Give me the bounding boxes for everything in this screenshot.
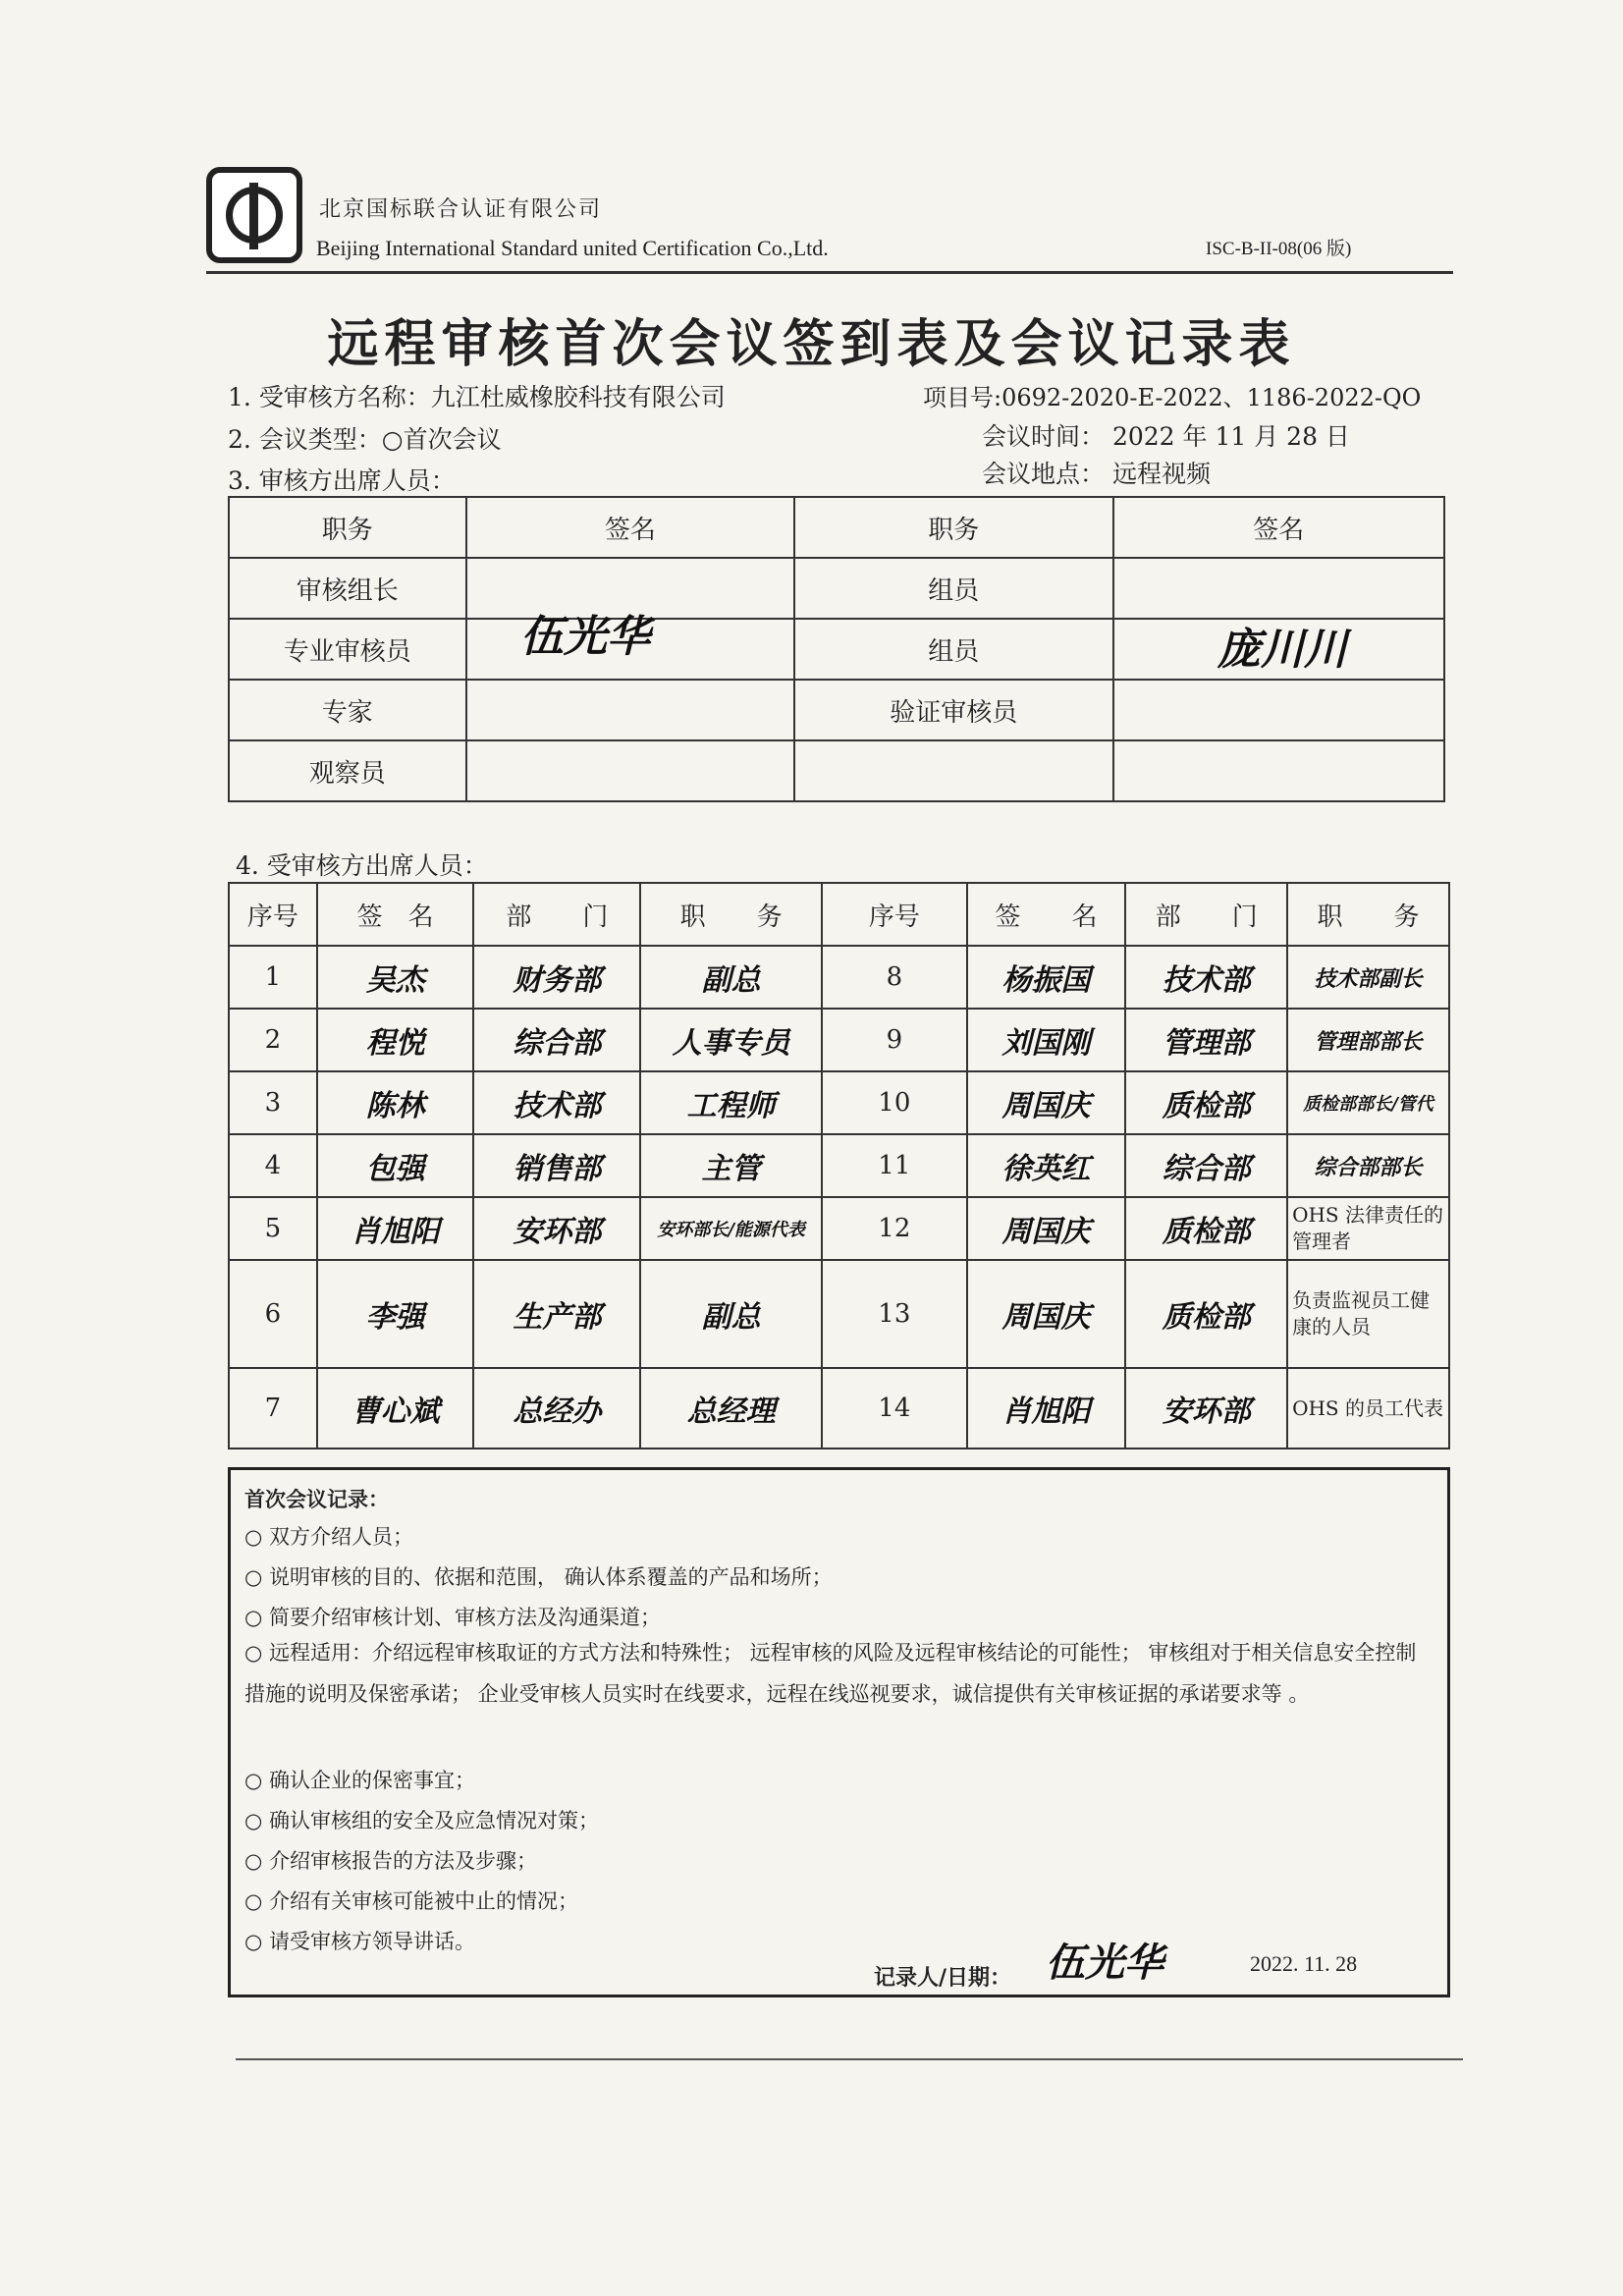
table-row bbox=[229, 1071, 1449, 1134]
seq-cell: 5 bbox=[229, 1197, 317, 1260]
meeting-type: 2. 会议类型：○首次会议 bbox=[228, 425, 502, 454]
header-cell: 职 务 bbox=[640, 883, 822, 946]
company-name-en: Beijing International Standard united Certification Co.,Ltd. bbox=[316, 236, 829, 260]
note-item: ○ 介绍审核报告的方法及步骤； bbox=[244, 1849, 537, 1873]
note-item: ○ 确认审核组的安全及应急情况对策； bbox=[244, 1809, 599, 1832]
seq-cell: 3 bbox=[229, 1071, 317, 1134]
seq-cell: 4 bbox=[229, 1134, 317, 1197]
header-cell: 签名 bbox=[466, 497, 794, 558]
header-cell: 签名 bbox=[1113, 497, 1444, 558]
meeting-place: 会议地点： 远程视频 bbox=[982, 460, 1211, 488]
name-cell: 李强 bbox=[317, 1260, 474, 1368]
header-cell: 职 务 bbox=[1287, 883, 1449, 946]
header-cell: 序号 bbox=[822, 883, 967, 946]
note-item: ○ 请受审核方领导讲话。 bbox=[244, 1930, 475, 1953]
title-cell: 人事专员 bbox=[640, 1009, 822, 1071]
seq-cell: 11 bbox=[822, 1134, 967, 1197]
title-cell: 负责监视员工健康的人员 bbox=[1287, 1260, 1449, 1368]
title-cell: 副总 bbox=[640, 946, 822, 1009]
project-number: 项目号:0692-2020-E-2022、1186-2022-QO bbox=[923, 384, 1422, 411]
note-item: ○ 远程适用：介绍远程审核取证的方式方法和特殊性； 远程审核的风险及远程审核结论的可能性； 审核组对于相关信息安全控制措施的说明及保密承诺； 企业受审核人员实时在线要求，远程在线巡视要求，诚信提供有关审核证据的承诺要求等 。 bbox=[244, 1641, 1417, 1706]
seq-cell: 2 bbox=[229, 1009, 317, 1071]
auditor-signature-right: 庞川川 bbox=[1217, 625, 1347, 675]
record-date: 2022. 11. 28 bbox=[1250, 1951, 1358, 1976]
seq-cell: 13 bbox=[822, 1260, 967, 1368]
company-logo bbox=[206, 167, 302, 263]
company-name-cn: 北京国标联合认证有限公司 bbox=[319, 197, 603, 222]
role-cell: 专家 bbox=[229, 680, 466, 740]
seq-cell: 14 bbox=[822, 1368, 967, 1449]
signature-cell bbox=[1113, 680, 1444, 740]
auditor-attendees-label: 3. 审核方出席人员： bbox=[228, 466, 456, 495]
table-row bbox=[229, 1009, 1449, 1071]
table-row bbox=[229, 740, 1444, 801]
name-cell: 肖旭阳 bbox=[317, 1197, 474, 1260]
title-cell: 管理部部长 bbox=[1287, 1009, 1449, 1071]
header-cell: 职务 bbox=[229, 497, 466, 558]
title-cell: 质检部部长/管代 bbox=[1287, 1071, 1449, 1134]
title-cell: 综合部部长 bbox=[1287, 1134, 1449, 1197]
role-cell bbox=[794, 740, 1112, 801]
dept-cell: 管理部 bbox=[1125, 1009, 1287, 1071]
name-cell: 包强 bbox=[317, 1134, 474, 1197]
name-cell: 杨振国 bbox=[967, 946, 1126, 1009]
name-cell: 曹心斌 bbox=[317, 1368, 474, 1449]
page-title: 远程审核首次会议签到表及会议记录表 bbox=[327, 315, 1296, 374]
note-item: ○ 双方介绍人员； bbox=[244, 1525, 413, 1549]
name-cell: 陈林 bbox=[317, 1071, 474, 1134]
dept-cell: 综合部 bbox=[1125, 1134, 1287, 1197]
name-cell: 刘国刚 bbox=[967, 1009, 1126, 1071]
footer-divider bbox=[236, 2058, 1463, 2060]
seq-cell: 8 bbox=[822, 946, 967, 1009]
title-cell: 安环部长/能源代表 bbox=[640, 1197, 822, 1260]
dept-cell: 综合部 bbox=[473, 1009, 640, 1071]
notes-title: 首次会议记录： bbox=[244, 1487, 389, 1511]
name-cell: 吴杰 bbox=[317, 946, 474, 1009]
dept-cell: 技术部 bbox=[473, 1071, 640, 1134]
note-item: ○ 确认企业的保密事宜； bbox=[244, 1769, 475, 1792]
attendee-table bbox=[228, 882, 1450, 1449]
seq-cell: 10 bbox=[822, 1071, 967, 1134]
logo-bar bbox=[249, 183, 258, 249]
title-cell: 主管 bbox=[640, 1134, 822, 1197]
seq-cell: 7 bbox=[229, 1368, 317, 1449]
role-cell: 审核组长 bbox=[229, 558, 466, 619]
name-cell: 周国庆 bbox=[967, 1071, 1126, 1134]
table-row bbox=[229, 1134, 1449, 1197]
table-header-row bbox=[229, 883, 1449, 946]
dept-cell: 技术部 bbox=[1125, 946, 1287, 1009]
role-cell: 观察员 bbox=[229, 740, 466, 801]
meeting-time: 会议时间： 2022 年 11 月 28 日 bbox=[982, 422, 1350, 451]
table-row bbox=[229, 946, 1449, 1009]
header-cell: 部 门 bbox=[473, 883, 640, 946]
title-cell: OHS 的员工代表 bbox=[1287, 1368, 1449, 1449]
name-cell: 肖旭阳 bbox=[967, 1368, 1126, 1449]
header-cell: 职务 bbox=[794, 497, 1112, 558]
table-header-row bbox=[229, 497, 1444, 558]
dept-cell: 质检部 bbox=[1125, 1071, 1287, 1134]
note-item: ○ 简要介绍审核计划、审核方法及沟通渠道； bbox=[244, 1606, 661, 1629]
auditee-attendees-label: 4. 受审核方出席人员： bbox=[236, 851, 488, 880]
title-cell: 工程师 bbox=[640, 1071, 822, 1134]
form-code: ISC-B-II-08(06 版) bbox=[1206, 239, 1352, 259]
header-cell: 签 名 bbox=[967, 883, 1126, 946]
recorder-signature: 伍光华 bbox=[1046, 1940, 1163, 1986]
signature-cell bbox=[466, 680, 794, 740]
dept-cell: 质检部 bbox=[1125, 1197, 1287, 1260]
table-row bbox=[229, 680, 1444, 740]
dept-cell: 总经办 bbox=[473, 1368, 640, 1449]
name-cell: 周国庆 bbox=[967, 1197, 1126, 1260]
auditor-signature-left: 伍光华 bbox=[520, 612, 650, 662]
title-cell: 副总 bbox=[640, 1260, 822, 1368]
dept-cell: 安环部 bbox=[1125, 1368, 1287, 1449]
note-item: ○ 介绍有关审核可能被中止的情况； bbox=[244, 1889, 578, 1913]
table-row bbox=[229, 1368, 1449, 1449]
name-cell: 徐英红 bbox=[967, 1134, 1126, 1197]
dept-cell: 生产部 bbox=[473, 1260, 640, 1368]
name-cell: 周国庆 bbox=[967, 1260, 1126, 1368]
header-cell: 序号 bbox=[229, 883, 317, 946]
dept-cell: 安环部 bbox=[473, 1197, 640, 1260]
role-cell: 组员 bbox=[794, 558, 1112, 619]
seq-cell: 1 bbox=[229, 946, 317, 1009]
note-item: ○ 说明审核的目的、依据和范围， 确认体系覆盖的产品和场所； bbox=[244, 1565, 833, 1589]
title-cell: 总经理 bbox=[640, 1368, 822, 1449]
signature-cell bbox=[1113, 558, 1444, 619]
title-cell: OHS 法律责任的管理者 bbox=[1287, 1197, 1449, 1260]
role-cell: 验证审核员 bbox=[794, 680, 1112, 740]
header-cell: 部 门 bbox=[1125, 883, 1287, 946]
signature-cell bbox=[466, 740, 794, 801]
role-cell: 组员 bbox=[794, 619, 1112, 680]
seq-cell: 9 bbox=[822, 1009, 967, 1071]
seq-cell: 12 bbox=[822, 1197, 967, 1260]
recorder-label: 记录人/日期： bbox=[874, 1965, 1012, 1991]
meeting-notes-box bbox=[228, 1467, 1450, 1997]
seq-cell: 6 bbox=[229, 1260, 317, 1368]
dept-cell: 销售部 bbox=[473, 1134, 640, 1197]
title-cell: 技术部副长 bbox=[1287, 946, 1449, 1009]
dept-cell: 财务部 bbox=[473, 946, 640, 1009]
table-row bbox=[229, 1260, 1449, 1368]
auditee-name: 1. 受审核方名称：九江杜威橡胶科技有限公司 bbox=[228, 383, 726, 411]
name-cell: 程悦 bbox=[317, 1009, 474, 1071]
signature-cell bbox=[1113, 740, 1444, 801]
table-row bbox=[229, 558, 1444, 619]
dept-cell: 质检部 bbox=[1125, 1260, 1287, 1368]
header-cell: 签 名 bbox=[317, 883, 474, 946]
table-row bbox=[229, 1197, 1449, 1260]
header-divider bbox=[206, 271, 1453, 274]
role-cell: 专业审核员 bbox=[229, 619, 466, 680]
